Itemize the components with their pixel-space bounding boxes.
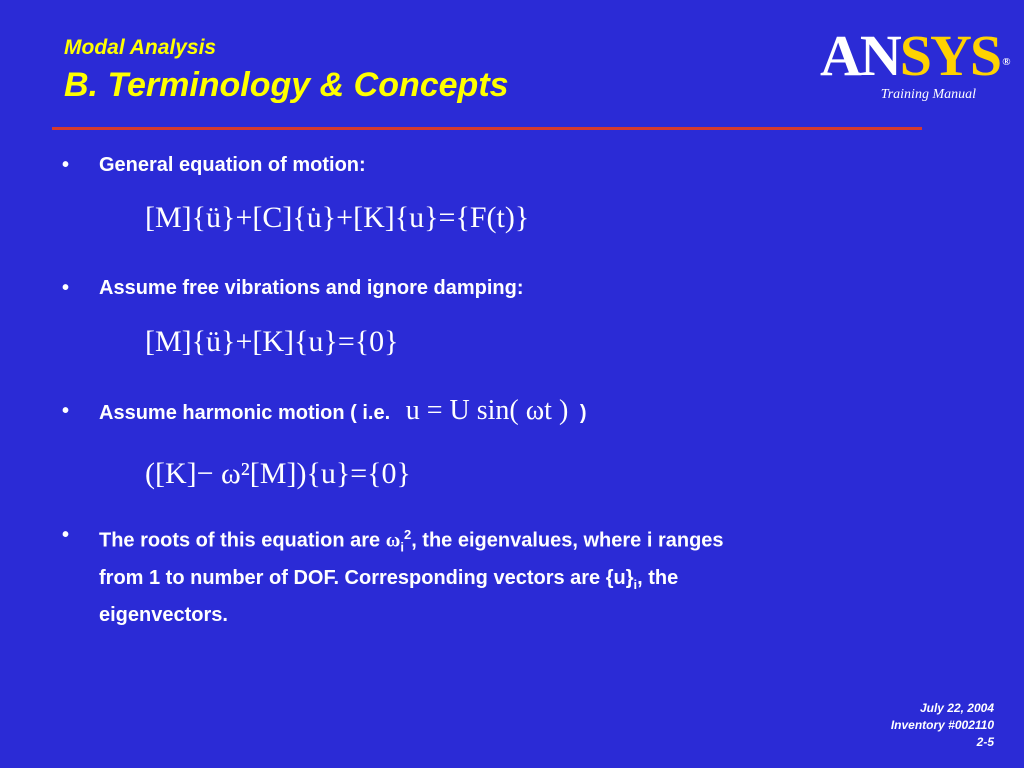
omega-subscript: i xyxy=(400,539,404,555)
bullet-text-close: ) xyxy=(579,402,587,424)
bullet-text-block xyxy=(99,520,919,630)
logo-sys: SYS xyxy=(899,23,1001,88)
equation-general-motion: [M]{ü}+[C]{u̇}+[K]{u}={F(t)} xyxy=(145,201,530,234)
equation-free-vibration: [M]{ü}+[K]{u}={0} xyxy=(145,325,399,358)
bullet-text: Assume free vibrations and ignore damping: xyxy=(99,277,524,299)
bullet-line-3: eigenvectors. xyxy=(99,603,228,626)
bullet-dot: • xyxy=(62,524,70,546)
footer-date: July 22, 2004 xyxy=(919,701,994,715)
text-part: The roots of this equation are xyxy=(99,529,386,552)
title-divider xyxy=(52,127,922,130)
bullet-dot: • xyxy=(62,277,70,299)
side-label-dynamics xyxy=(930,140,1024,360)
slide-title: B. Terminology & Concepts xyxy=(64,66,509,104)
logo-an: AN xyxy=(820,23,900,88)
vector-subscript: i xyxy=(633,576,638,592)
omega-symbol: ω xyxy=(385,529,401,552)
equation-eigen-problem: ([K]− ω²[M]){u}={0} xyxy=(145,457,411,490)
omega-superscript: 2 xyxy=(403,527,412,542)
training-manual-label: Training Manual xyxy=(880,87,976,102)
bullet-dot: • xyxy=(62,400,70,422)
bullet-line-2 xyxy=(99,563,919,600)
bullet-text: General equation of motion: xyxy=(99,154,366,176)
text-part: , the eigenvalues, where i ranges xyxy=(411,529,724,552)
footer-page-number: 2-5 xyxy=(976,735,994,749)
slide-footer xyxy=(891,700,994,751)
footer-inventory: Inventory #002110 xyxy=(890,718,994,732)
equation-harmonic: u = U sin( ωt ) xyxy=(405,395,569,426)
bullet-line-1 xyxy=(99,520,919,563)
text-part: , the xyxy=(637,566,679,589)
text-part: from 1 to number of DOF. Corresponding vectors are {u} xyxy=(99,566,634,589)
bullet-dot: • xyxy=(62,154,70,176)
ansys-logo xyxy=(820,23,1011,88)
bullet-text: Assume harmonic motion ( i.e. xyxy=(99,402,391,424)
section-subtitle: Modal Analysis xyxy=(64,36,217,59)
bullet-text-row xyxy=(99,396,919,428)
logo-registered: ® xyxy=(1002,56,1011,68)
